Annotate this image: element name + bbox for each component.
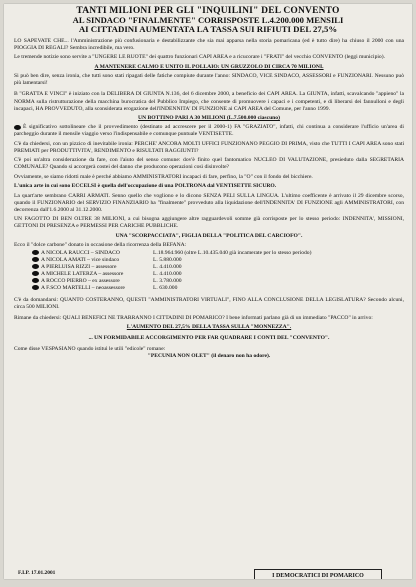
quote: "PECUNIA NON OLET" (il denaro non ha odore). bbox=[147, 353, 271, 360]
bullet-icon bbox=[32, 285, 39, 290]
paragraph: C'è poi un'altra considerazione da fare, con l'aiuto del senso comune: dov'è finito quel fantomatico NUCLEO DI VALUTAZIONE, presieduto dalla SEGRETARIA COMUNALE? Quando si accorgerà costei del danno che producono operazioni così disinvolte? bbox=[14, 157, 404, 171]
list-item: A PIERLUISA RIZZI – assessore L. 4.410.000 bbox=[32, 264, 404, 271]
leaflet-header bbox=[4, 4, 412, 34]
bullet-icon bbox=[32, 271, 39, 276]
bullet-icon bbox=[32, 257, 39, 262]
paragraph: È significativo sottolineare che il provvedimento (destinato ad accrescere per il 2000-1) FA "GRAZIATO", infatti, chi continua a considerare l'ufficio un'area di parcheggio durante il mensile viaggio verso l'indispensabile e comunque puntuale VENTISETTE. bbox=[14, 124, 404, 138]
print-date: F.I.P. 17.01.2001 bbox=[18, 570, 56, 576]
callout: ... UN FORMIDABILE ACCORGIMENTO PER FAR QUADRARE I CONTI DEL "CONVENTO". bbox=[88, 335, 330, 342]
paragraph: UN FAGOTTO DI BEN OLTRE 38 MILIONI, a cui bisogna aggiungere altre ragguardevoli somme già corrisposte per lo stesso periodo: INDENNITA', MISSIONI, GETTONI DI PRESENZA e PERMESSI PER CARICHE PUBBLICHE. bbox=[14, 216, 404, 230]
leaflet-page bbox=[4, 4, 412, 579]
callout: UNA "SCORPACCIATA", FIGLIA DELLA "POLITICA DEL CARCIOFO". bbox=[115, 232, 303, 239]
paragraph: C'è da chiedersi, con un pizzico di inevitabile ironia: PERCHE' ANCORA MOLTI UFFICI FUNZIONANO PEGGIO DI PRIMA, visto che TUTTI I CAPI AREA sono stati PREMIATI per PRODUTTIVITA', RENDIMENTO e RISULTATI RAGGIUNTI? bbox=[14, 140, 404, 154]
callout: UN BOTTINO PARI A 30 MILIONI (L.7.500.000 ciascuno) bbox=[138, 114, 280, 121]
paragraph: Ecco il "dolce carbone" donato in occasione della ricorrenza della BEFANA: bbox=[14, 242, 187, 249]
signature-box: I DEMOCRATICI DI POMARICO bbox=[254, 569, 382, 579]
paragraph: Come disse VESPASIANO quando istituì le utili "edicole" romane: bbox=[14, 346, 166, 353]
callout: L'AUMENTO DEL 27,5% DELLA TASSA SULLA "MONNEZZA". bbox=[126, 324, 292, 331]
bullet-icon bbox=[32, 278, 39, 283]
leaflet-body bbox=[4, 38, 412, 360]
bullet-icon bbox=[32, 264, 39, 269]
callout: A MANTENERE CALMO E UNITO IL POLLAIO: UN GRUZZOLO DI CIRCA 70 MILIONI. bbox=[94, 63, 324, 70]
list-item: A NICOLA AMATI – vice sindaco L. 5.880.000 bbox=[32, 257, 404, 264]
list-item: A NICOLA RAUCCI – SINDACO L.18.964.960 (oltre L.10.435.040 già incamerate per lo stesso periodo) bbox=[32, 250, 404, 257]
paragraph: B "GRATTA E VINCI" è iniziato con la DELIBERA DI GIUNTA N.136, del 6 dicembre 2000, a beneficio dei CAPI AREA. La GIUNTA, infatti, scavalcando "appieno" la NORMA sulla ristrutturazione della macchina burocratica del Pubblico Impiego, che consente di promuovere i capaci e i competenti, e di liberarsi dei fannulloni e degli incapaci, HA PROVVEDUTO, alla sconsiderata erogazione dell'INDENNITA' DI FUNZIONE ai CAPI AREA del Comune, per l'anno 1999. bbox=[14, 91, 404, 112]
paragraph: Le tremende notizie sono servite a "UNGERE LE RUOTE" dei quattro funzionari CAPI AREA e a ricucorare i "FRATI" del vecchio CONVENTO (leggi municipio). bbox=[14, 54, 385, 61]
paragraph: Ovviamente, se siamo ridotti male è perché abbiamo AMMINISTRATORI incapaci di fare, perfino, la "O" con il fondo del bicchiere. bbox=[14, 173, 313, 180]
list-item: A ROCCO PIERRO – ex assessore L. 3.780.000 bbox=[32, 278, 404, 285]
paragraph: Rimane da chiedersi: QUALI BENEFICI NE TRARRANNO I CITTADINI DI POMARICO? I bene informati parlano già di un immediato "PACCO" in arrivo: bbox=[14, 314, 373, 321]
paragraph: LO SAPEVATE CHE... l'Amministrazione più confusionaria e destabilizzante che sia mai apparsa nella storia pomaricana (ed è tutto dire) ha chiuso il 2000 con una PIOGGIA DI REGALI? Sembra incredibile, ma vero. bbox=[14, 38, 404, 52]
headline-2: AL SINDACO "FINALMENTE" CORRISPOSTE L.4.200.000 MENSILI bbox=[72, 15, 344, 25]
list-item: A MICHELE LATERZA – assessore L. 4.410.000 bbox=[32, 271, 404, 278]
paragraph: Si può ben dire, senza ironia, che tutti sono stati ripagati delle fatiche compiute durante l'anno: SINDACO, VICE SINDACO, ASSESSORI e FUNZIONARI. Nessuno può più lamentarsi! bbox=[14, 73, 404, 87]
headline-1: TANTI MILIONI PER GLI "INQUILINI" DEL CONVENTO bbox=[76, 6, 340, 16]
headline-3: AI CITTADINI AUMENTATA LA TASSA SUI RIFIUTI DEL 27,5% bbox=[78, 24, 338, 34]
list-item: A F.SCO MARTELLI – neoassessore L. 630.000 bbox=[32, 285, 404, 292]
bullet-icon bbox=[32, 250, 39, 255]
paragraph: C'è da domandarsi: QUANTO COSTERANNO, QUESTI "AMMINISTRATORI VIRTUALI", FINO ALLA CONCLUSIONE DELLA LEGISLATURA? Secondo alcuni, circa 500 MILIONI. bbox=[14, 296, 404, 310]
befana-list bbox=[32, 250, 404, 292]
ink-blot-icon bbox=[14, 125, 21, 130]
paragraph: La quart'arte sembrano CARRI ARMATI. Senno quello che vogliono e lo dicono SENZA PELI SULLA LINGUA. L'ultimo coefficente è arrivato il 29 dicembre scorso, quando il FUNZIONARIO del SERVIZIO FINANZIARIO ha "finalmente" provveduto alla liquidazione dell'INDENNITA' DI FUNZIONE agli AMMINISTRATORI, con decorrenza dall'1.6.2000 al 31.12.2000. bbox=[14, 192, 404, 213]
paragraph: L'unica arte in cui sono ECCELSI è quella dell'occupazione di una POLTRONA dal VENTISETTE SICURO. bbox=[14, 183, 277, 190]
